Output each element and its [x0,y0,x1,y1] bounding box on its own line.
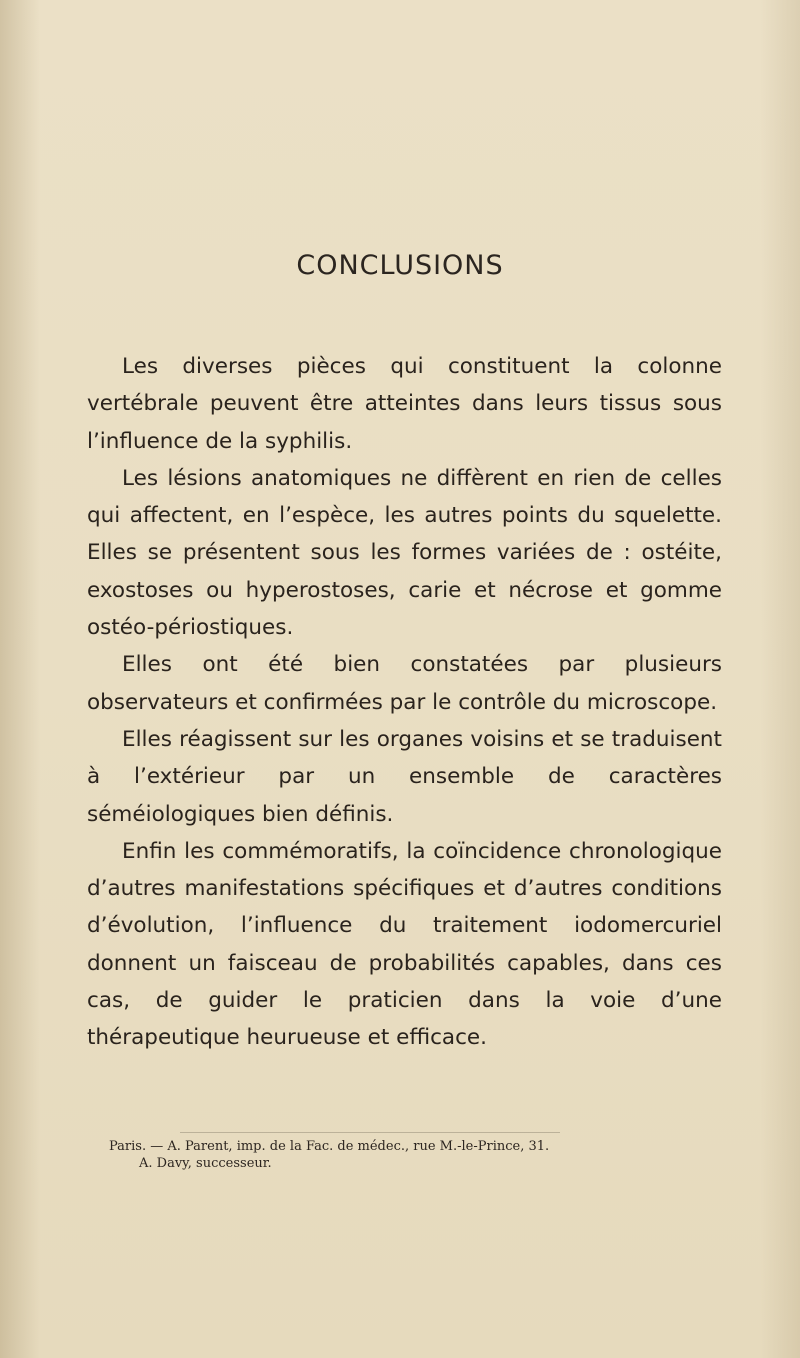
paragraph: Les lésions anatomiques ne diffèrent en rien de celles qui affectent, en l’espèce, les autres points du squelette. Elles se présentent sous les formes variées de : ostéite, exostoses ou hyperostoses, carie et nécrose et gomme ostéo-périostiques. [87,465,722,641]
imprint-line-1: Paris. — A. Parent, imp. de la Fac. de médec., rue M.-le-Prince, 31. [109,1139,550,1154]
page-title: CONCLUSIONS [296,250,504,281]
paragraph: Elles ont été bien constatées par plusieurs observateurs et confirmées par le contrôle du microscope. [87,652,722,715]
body-text [87,348,722,1057]
imprint-line-2: A. Davy, successeur. [139,1156,272,1171]
printer-imprint [109,1138,669,1172]
paragraph: Les diverses pièces qui constituent la colonne vertébrale peuvent être atteintes dans leurs tissus sous l’influence de la syphilis. [87,354,722,454]
paragraph: Enfin les commémoratifs, la coïncidence chronologique d’autres manifestations spécifiques et d’autres conditions d’évolution, l’influence du traitement iodomercuriel donnent un faisceau de probabilités capables, dans ces cas, de guider le praticien dans la voie d’une thérapeutique heurueuse et efficace. [87,838,722,1051]
paragraph: Elles réagissent sur les organes voisins et se traduisent à l’extérieur par un ensemble de caractères séméiologiques bien définis. [87,726,722,827]
imprint-divider [180,1132,560,1133]
